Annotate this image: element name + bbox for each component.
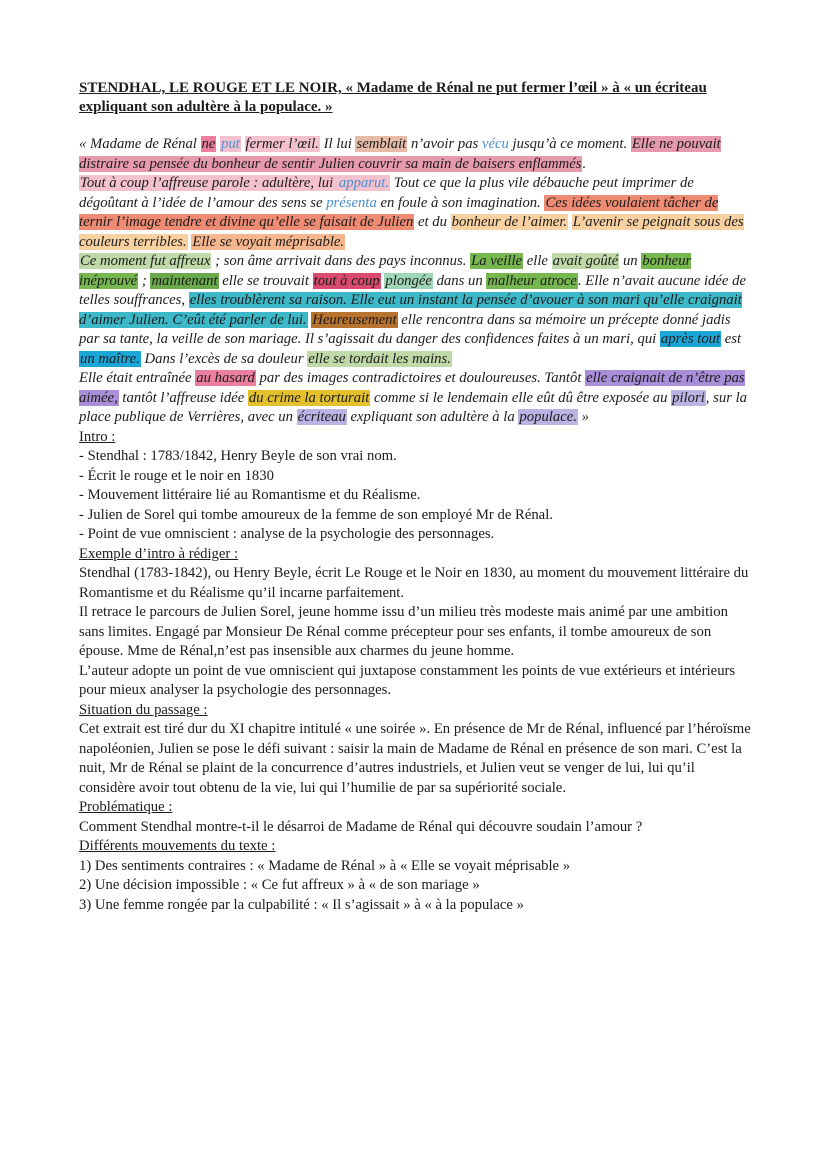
highlight-malheur-atroce: malheur atroce bbox=[487, 272, 577, 289]
quoted-passage bbox=[79, 135, 751, 428]
mouvements-section bbox=[79, 837, 751, 915]
example-section bbox=[79, 545, 751, 701]
situation-heading: Situation du passage : bbox=[79, 701, 208, 718]
list-item: 1) Des sentiments contraires : « Madame de Rénal » à « Elle se voyait méprisable » bbox=[79, 857, 571, 874]
problematique-heading: Problématique : bbox=[79, 799, 173, 815]
highlight-put: put bbox=[221, 136, 240, 152]
highlight-un-maitre: un maître. bbox=[80, 350, 140, 367]
highlight-tout-a-coup: Tout à coup l’affreuse parole : adultère, lui bbox=[80, 175, 337, 191]
highlight-maintenant: maintenant bbox=[151, 272, 218, 289]
highlight-craignait: elle craignait de n’être pas aimée, bbox=[79, 370, 745, 406]
example-paragraph: Il retrace le parcours de Julien Sorel, jeune homme issu d’un milieu très modeste mais animé par une ambition sans limites. Engagé par Monsieur De Rénal comme précepteur pour ses enfants, il tombe amoureux de son épouse. Mme de Rénal,n’est pas insensible aux charmes du jeune homme. bbox=[79, 604, 728, 659]
passage-paragraph-1 bbox=[79, 135, 751, 174]
highlight-ecriteau: écriteau bbox=[297, 409, 346, 425]
highlight-heureusement: Heureusement bbox=[312, 311, 397, 328]
list-item: - Mouvement littéraire lié au Romantisme et du Réalisme. bbox=[79, 487, 421, 503]
passage-text: Tout ce que la plus vile débauche peut imprimer de dégoûtant à l’idée de l’amour des sens se bbox=[79, 175, 694, 211]
passage-text: tantôt l’affreuse idée bbox=[118, 389, 248, 406]
document-title: STENDHAL, LE ROUGE ET LE NOIR, « Madame de Rénal ne put fermer l’œil » à « un écriteau expliquant son adultère à la populace. » bbox=[79, 80, 707, 115]
example-paragraph: L’auteur adopte un point de vue omniscient qui juxtapose constamment les points de vue extérieurs et intérieurs pour mieux analyser la psychologie des personnages. bbox=[79, 662, 736, 698]
list-item: 3) Une femme rongée par la culpabilité : « Il s’agissait » à « à la populace » bbox=[79, 896, 524, 913]
list-item: - Julien de Sorel qui tombe amoureux de la femme de son employé Mr de Rénal. bbox=[79, 506, 553, 523]
passage-text: en foule à son imagination. bbox=[376, 194, 545, 211]
highlight-avait-goute: avait goûté bbox=[552, 253, 619, 269]
passage-text: jusqu’à ce moment. bbox=[508, 136, 631, 152]
passage-text: . bbox=[582, 155, 587, 172]
passage-text: expliquant son adultère à la bbox=[346, 409, 519, 425]
passage-paragraph-2 bbox=[79, 174, 751, 252]
passage-text: par des images contradictoires et douloureuses. Tantôt bbox=[255, 370, 586, 386]
highlight-populace: populace. bbox=[519, 409, 577, 425]
passage-text: , sur la place publique de Verrières, avec un bbox=[79, 389, 748, 425]
problematique-text: Comment Stendhal montre-t-il le désarroi de Madame de Rénal qui découvre soudain l’amour ? bbox=[79, 818, 643, 835]
passage-text: ; son âme arrivait dans des pays inconnus. bbox=[211, 253, 471, 269]
passage-text: comme si le lendemain elle eût dû être exposée au bbox=[370, 389, 672, 406]
passage-text: elle rencontra dans sa mémoire un précepte donné jadis par sa tante, la veille de son mariage. Il s’agissait du danger des confidences faites à un mari, qui bbox=[79, 311, 731, 347]
passage-text: elle se trouvait bbox=[218, 272, 313, 289]
highlight-moment-affreux: Ce moment fut affreux bbox=[80, 253, 211, 269]
list-item: - Écrit le rouge et le noir en 1830 bbox=[79, 467, 274, 484]
passage-text: et du bbox=[414, 214, 451, 230]
passage-text: est bbox=[721, 331, 742, 347]
passage-text: « Madame de Rénal bbox=[79, 136, 201, 152]
blue-word-vecu: vécu bbox=[481, 136, 509, 152]
passage-text: n’avoir pas bbox=[407, 136, 482, 152]
highlight-apparut: apparut. bbox=[338, 175, 390, 191]
intro-heading: Intro : bbox=[79, 428, 116, 445]
passage-text: un bbox=[619, 253, 642, 269]
situation-text: Cet extrait est tiré dur du XI chapitre intitulé « une soirée ». En présence de Mr de Rénal, influencé par l’héroïsme napoléonien, Julien se pose le défi suivant : saisir la main de Madame de Rénal en présence de son mari. C’est la nuit, Mr de Rénal se plaint de la concurrence d’autres industriels, et Julien veut se venger de lui, lui qu’il considère avoir tout obtenu de la vie, lui qui l’humilie de par sa supériorité sociale. bbox=[79, 721, 751, 796]
list-item: - Stendhal : 1783/1842, Henry Beyle de son vrai nom. bbox=[79, 448, 397, 464]
example-paragraph: Stendhal (1783-1842), ou Henry Beyle, écrit Le Rouge et le Noir en 1830, au moment du mouvement littéraire du Romantisme et du Réalisme qu’il incarne parfaitement. bbox=[79, 565, 749, 601]
highlight-semblait: semblait bbox=[356, 136, 407, 152]
passage-text: Dans l’excès de sa douleur bbox=[140, 350, 308, 367]
passage-text: dans un bbox=[432, 272, 487, 289]
highlight-meprisable: Elle se voyait méprisable. bbox=[192, 233, 345, 250]
highlight-bonheur-aimer: bonheur de l’aimer. bbox=[451, 214, 568, 230]
highlight-bonheur-inepouve: bonheur inéprouvé bbox=[79, 253, 692, 289]
highlight-apres-tout: après tout bbox=[660, 331, 721, 347]
situation-section bbox=[79, 701, 751, 799]
highlight-avenir: L’avenir se peignait sous des couleurs terribles. bbox=[79, 214, 744, 250]
highlight-crime-torturait: du crime la torturait bbox=[248, 389, 370, 406]
passage-text: Il lui bbox=[319, 136, 356, 152]
document-page bbox=[79, 79, 751, 915]
passage-text: elle bbox=[523, 253, 552, 269]
highlight-au-hasard: au hasard bbox=[196, 370, 255, 386]
highlight-troublerent: elles troublèrent sa raison. Elle eut un instant la pensée d’avouer à son mari qu’elle craignait d’aimer Julien. C’eût été parler de lui. bbox=[79, 292, 742, 328]
highlight-tout-a-coup-2: tout à coup bbox=[313, 272, 380, 289]
blue-word-presenta: présenta bbox=[326, 194, 377, 211]
highlight-fermer-oeil: fermer l’œil. bbox=[245, 136, 319, 152]
problematique-section bbox=[79, 798, 751, 837]
passage-paragraph-3 bbox=[79, 252, 751, 369]
passage-text: » bbox=[577, 409, 589, 425]
highlight-tordait-mains: elle se tordait les mains. bbox=[308, 350, 451, 367]
mouvements-heading: Différents mouvements du texte : bbox=[79, 838, 276, 854]
passage-text: Elle était entraînée bbox=[79, 370, 196, 386]
highlight-ces-idees: Ces idées voulaient tâcher de ternir l’image tendre et divine qu’elle se faisait de Julien bbox=[79, 194, 719, 230]
passage-text: ; bbox=[138, 272, 151, 289]
passage-paragraph-4 bbox=[79, 369, 751, 428]
example-heading: Exemple d’intro à rédiger : bbox=[79, 545, 239, 562]
list-item: - Point de vue omniscient : analyse de la psychologie des personnages. bbox=[79, 526, 495, 542]
highlight-la-veille: La veille bbox=[471, 253, 523, 269]
highlight-pilori: pilori bbox=[672, 389, 705, 406]
list-item: 2) Une décision impossible : « Ce fut affreux » à « de son mariage » bbox=[79, 877, 480, 893]
passage-text: . Elle n’avait aucune idée de telles souffrances, bbox=[79, 272, 746, 308]
highlight-ne: ne bbox=[201, 136, 216, 152]
highlight-elle-ne-pouvait: Elle ne pouvait distraire sa pensée du bonheur de sentir Julien couvrir sa main de baisers enflammés bbox=[79, 136, 721, 172]
highlight-plongee: plongée bbox=[385, 272, 432, 289]
intro-section bbox=[79, 428, 751, 545]
